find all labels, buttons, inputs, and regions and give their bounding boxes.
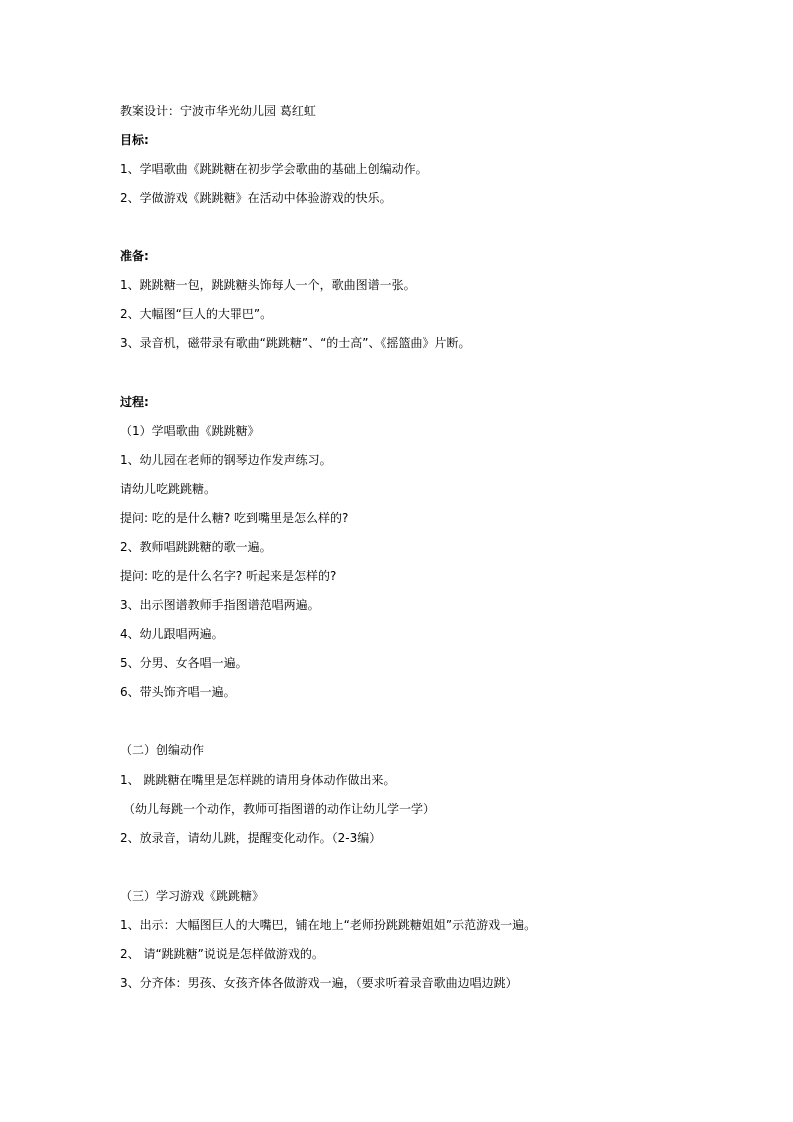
prep-item-3: 3、录音机，磁带录有歌曲“跳跳糖”、“的士高”、《摇篮曲》片断。 xyxy=(120,336,471,350)
part3-line-2: 2、 请“跳跳糖”说说是怎样做游戏的。 xyxy=(120,947,324,961)
part1-line-4: 2、教师唱跳跳糖的歌一遍。 xyxy=(120,540,272,554)
part1-line-9: 6、带头饰齐唱一遍。 xyxy=(120,685,236,699)
part1-title: （1）学唱歌曲《跳跳糖》 xyxy=(120,424,260,438)
prep-item-1: 1、跳跳糖一包，跳跳糖头饰每人一个，歌曲图谱一张。 xyxy=(120,278,416,292)
part1-line-1: 1、幼儿园在老师的钢琴边作发声练习。 xyxy=(120,453,332,467)
part2-line-2: （幼儿每跳一个动作，教师可指图谱的动作让幼儿学一学） xyxy=(123,802,436,816)
goal-item-1: 1、学唱歌曲《跳跳糖在初步学会歌曲的基础上创编动作。 xyxy=(120,162,428,176)
goal-item-2: 2、学做游戏《跳跳糖》在活动中体验游戏的快乐。 xyxy=(120,191,392,205)
part3-title: （三）学习游戏《跳跳糖》 xyxy=(120,889,265,903)
part3-line-3: 3、分齐体：男孩、女孩齐体各做游戏一遍，（要求听着录音歌曲边唱边跳） xyxy=(120,976,518,990)
part1-line-3: 提问: 吃的是什么糖? 吃到嘴里是怎么样的? xyxy=(120,511,349,525)
part2-line-3: 2、放录音，请幼儿跳，提醒变化动作。（2-3编） xyxy=(120,831,382,845)
part2-title: （二）创编动作 xyxy=(120,743,205,757)
author-line: 教案设计：宁波市华光幼儿园 葛红虹 xyxy=(120,104,316,118)
prep-heading: 准备: xyxy=(120,249,149,263)
goals-heading: 目标: xyxy=(120,133,149,147)
part1-line-2: 请幼儿吃跳跳糖。 xyxy=(120,482,217,496)
part1-line-5: 提问: 吃的是什么名字? 听起来是怎样的? xyxy=(120,569,337,583)
prep-item-2: 2、大幅图“巨人的大罪巴”。 xyxy=(120,307,273,321)
part1-line-6: 3、出示图谱教师手指图谱范唱两遍。 xyxy=(120,598,320,612)
part1-line-7: 4、幼儿跟唱两遍。 xyxy=(120,627,224,641)
process-heading: 过程: xyxy=(120,395,149,409)
part1-line-8: 5、分男、女各唱一遍。 xyxy=(120,656,248,670)
part2-line-1: 1、 跳跳糖在嘴里是怎样跳的请用身体动作做出来。 xyxy=(120,773,396,787)
part3-line-1: 1、出示：大幅图巨人的大嘴巴，铺在地上“老师扮跳跳糖姐姐”示范游戏一遍。 xyxy=(120,918,537,932)
